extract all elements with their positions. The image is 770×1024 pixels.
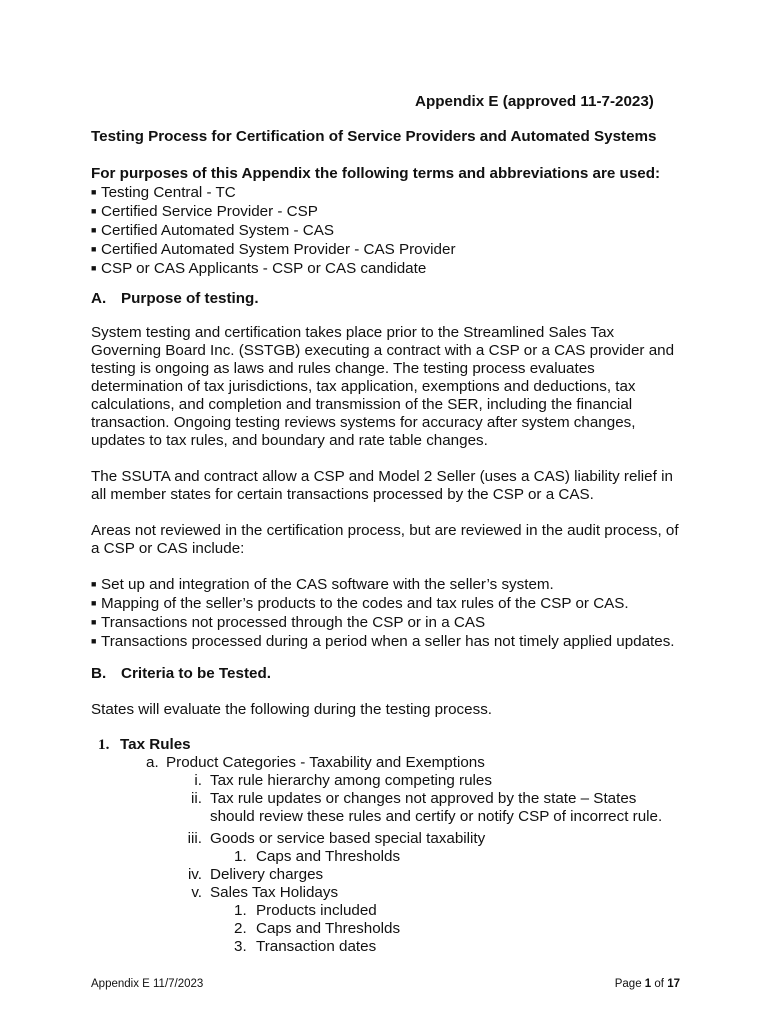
bullet-icon: ■ (91, 187, 97, 197)
section-a-letter: A. (91, 290, 107, 307)
roman-item-iii: iii. Goods or service based special taxability (187, 830, 486, 847)
iii-sub-item-1: 1. Caps and Thresholds (234, 848, 401, 865)
list-item: ■ Mapping of the seller’s products to the codes and tax rules of the CSP or CAS. (91, 595, 629, 612)
v-sub-item-1: 1. Products included (234, 902, 377, 919)
item-number: 1. (98, 736, 110, 753)
section-b-letter: B. (91, 665, 107, 682)
sub-item-letter: a. (146, 754, 159, 771)
roman-item-ii-continuation: should review these rules and certify or notify CSP of incorrect rule. (210, 808, 663, 825)
bullet-icon: ■ (91, 617, 97, 627)
sub-item-title: Product Categories - Taxability and Exemptions (166, 754, 485, 771)
list-item: ■ Certified Service Provider - CSP (91, 203, 318, 220)
section-b-intro: States will evaluate the following during the testing process. (91, 701, 493, 718)
list-item: ■ CSP or CAS Applicants - CSP or CAS candidate (91, 260, 427, 277)
list-item: ■ Certified Automated System Provider - CAS Provider (91, 241, 456, 258)
footer-page-number: Page 1 of 17 (614, 978, 680, 990)
section-a-title: Purpose of testing. (121, 290, 259, 307)
document-title: Testing Process for Certification of Service Providers and Automated Systems (91, 128, 657, 145)
sub-item-a (146, 754, 485, 772)
roman-item-iv: iv. Delivery charges (187, 866, 324, 883)
bullet-icon: ■ (91, 206, 97, 216)
footer-left: Appendix E 11/7/2023 (91, 978, 204, 990)
v-sub-item-3: 3. Transaction dates (234, 938, 377, 955)
roman-item-ii: ii. Tax rule updates or changes not approved by the state – States (191, 790, 637, 807)
section-b-title: Criteria to be Tested. (121, 665, 271, 682)
bullet-icon: ■ (91, 244, 97, 254)
bullet-icon: ■ (91, 579, 97, 589)
list-item: ■ Transactions processed during a period when a seller has not timely applied updates. (91, 633, 675, 650)
list-item: ■ Set up and integration of the CAS software with the seller’s system. (91, 576, 554, 593)
terms-heading: For purposes of this Appendix the following terms and abbreviations are used: (91, 165, 661, 182)
section-a-para1: System testing and certification takes place prior to the Streamlined Sales Tax Governing Board Inc. (SSTGB) executing a contract with a CSP or a CAS provider and testing is ongoing as laws and rules change. The testing process evaluates determination of tax jurisdictions, tax application, exemptions and deductions, tax calculations, and completion and transmission of the SER, including the financial transaction. Ongoing testing reviews systems for accuracy after system changes, updates to tax rules, and boundary and rate table changes. (91, 324, 675, 449)
roman-item-v: v. Sales Tax Holidays (191, 884, 339, 901)
item-title: Tax Rules (120, 736, 191, 753)
list-item: ■ Certified Automated System - CAS (91, 222, 334, 239)
list-item: ■ Transactions not processed through the CSP or in a CAS (91, 614, 486, 631)
bullet-icon: ■ (91, 225, 97, 235)
roman-item-i: i. Tax rule hierarchy among competing rules (194, 772, 492, 789)
terms-block (91, 165, 691, 278)
section-a-para2: The SSUTA and contract allow a CSP and Model 2 Seller (uses a CAS) liability relief in all member states for certain transactions processed by the CSP or a CAS. (91, 468, 673, 503)
list-item: ■ Testing Central - TC (91, 184, 236, 201)
section-b-heading (91, 665, 271, 683)
bullet-icon: ■ (91, 636, 97, 646)
section-a-heading (91, 290, 259, 308)
areas-block (91, 575, 691, 651)
areas-list (91, 575, 691, 651)
bullet-icon: ■ (91, 263, 97, 273)
tax-rules-heading (98, 736, 191, 754)
appendix-title: Appendix E (approved 11-7-2023) (415, 93, 654, 110)
section-a-para3: Areas not reviewed in the certification process, but are reviewed in the audit process, of a CSP or CAS include: (91, 522, 679, 557)
bullet-icon: ■ (91, 598, 97, 608)
v-sub-item-2: 2. Caps and Thresholds (234, 920, 401, 937)
terms-list (91, 183, 691, 278)
